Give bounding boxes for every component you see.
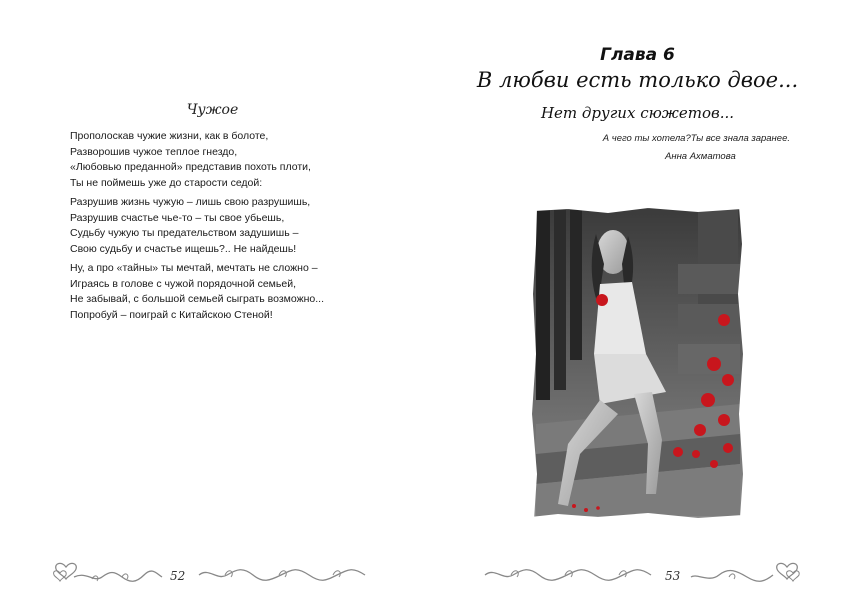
right-page (425, 0, 850, 616)
stanza-3 (70, 261, 324, 323)
footer-ornament-hearts-icon (689, 557, 801, 587)
poem-line: Играясь в голове с чужой порядочной семьей, (70, 277, 296, 290)
footer-ornament-swirl-icon (197, 557, 367, 587)
photo-woman-with-roses (528, 204, 748, 522)
footer-ornament-hearts-icon (52, 557, 164, 587)
page-number-right: 53 (665, 569, 681, 583)
poem-line: Свою судьбу и счастье ищешь?.. Не найдешь! (70, 242, 297, 255)
poem-line: «Любовью преданной» представив похоть плоти, (70, 161, 311, 173)
poem-line: Разворошив чужое теплое гнездо, (70, 145, 238, 158)
epigraph-text: А чего ты хотела?Ты все знала заранее. (602, 133, 790, 144)
epigraph-author: Анна Ахматова (665, 151, 736, 162)
poem-line: Не забывай, с большой семьей сыграть возможно... (70, 293, 325, 305)
chapter-number: Глава 6 (600, 45, 675, 65)
poem-line: Прополоскав чужие жизни, как в болоте, (70, 130, 269, 142)
poem-line: Разрушив жизнь чужую – лишь свою разрушишь, (70, 196, 311, 208)
poem-line: Разрушив счастье чье-то – ты свое убьешь, (70, 211, 285, 224)
poem-line: Ну, а про «тайны» ты мечтай, мечтать не сложно – (70, 262, 318, 274)
poem-line: Судьбу чужую ты предательством задушишь – (70, 227, 299, 239)
chapter-title: В любви есть только двое... (476, 68, 799, 92)
poem-title: Чужое (186, 102, 239, 118)
page-number-left: 52 (170, 569, 186, 583)
chapter-subtitle: Нет других сюжетов... (540, 104, 735, 122)
stanza-1 (70, 129, 311, 191)
footer-ornament-swirl-icon (483, 557, 653, 587)
poem-line: Ты не поймешь уже до старости седой: (70, 176, 263, 189)
poem-line: Попробуй – поиграй с Китайскою Стеной! (70, 308, 273, 321)
stanza-2 (70, 195, 310, 257)
